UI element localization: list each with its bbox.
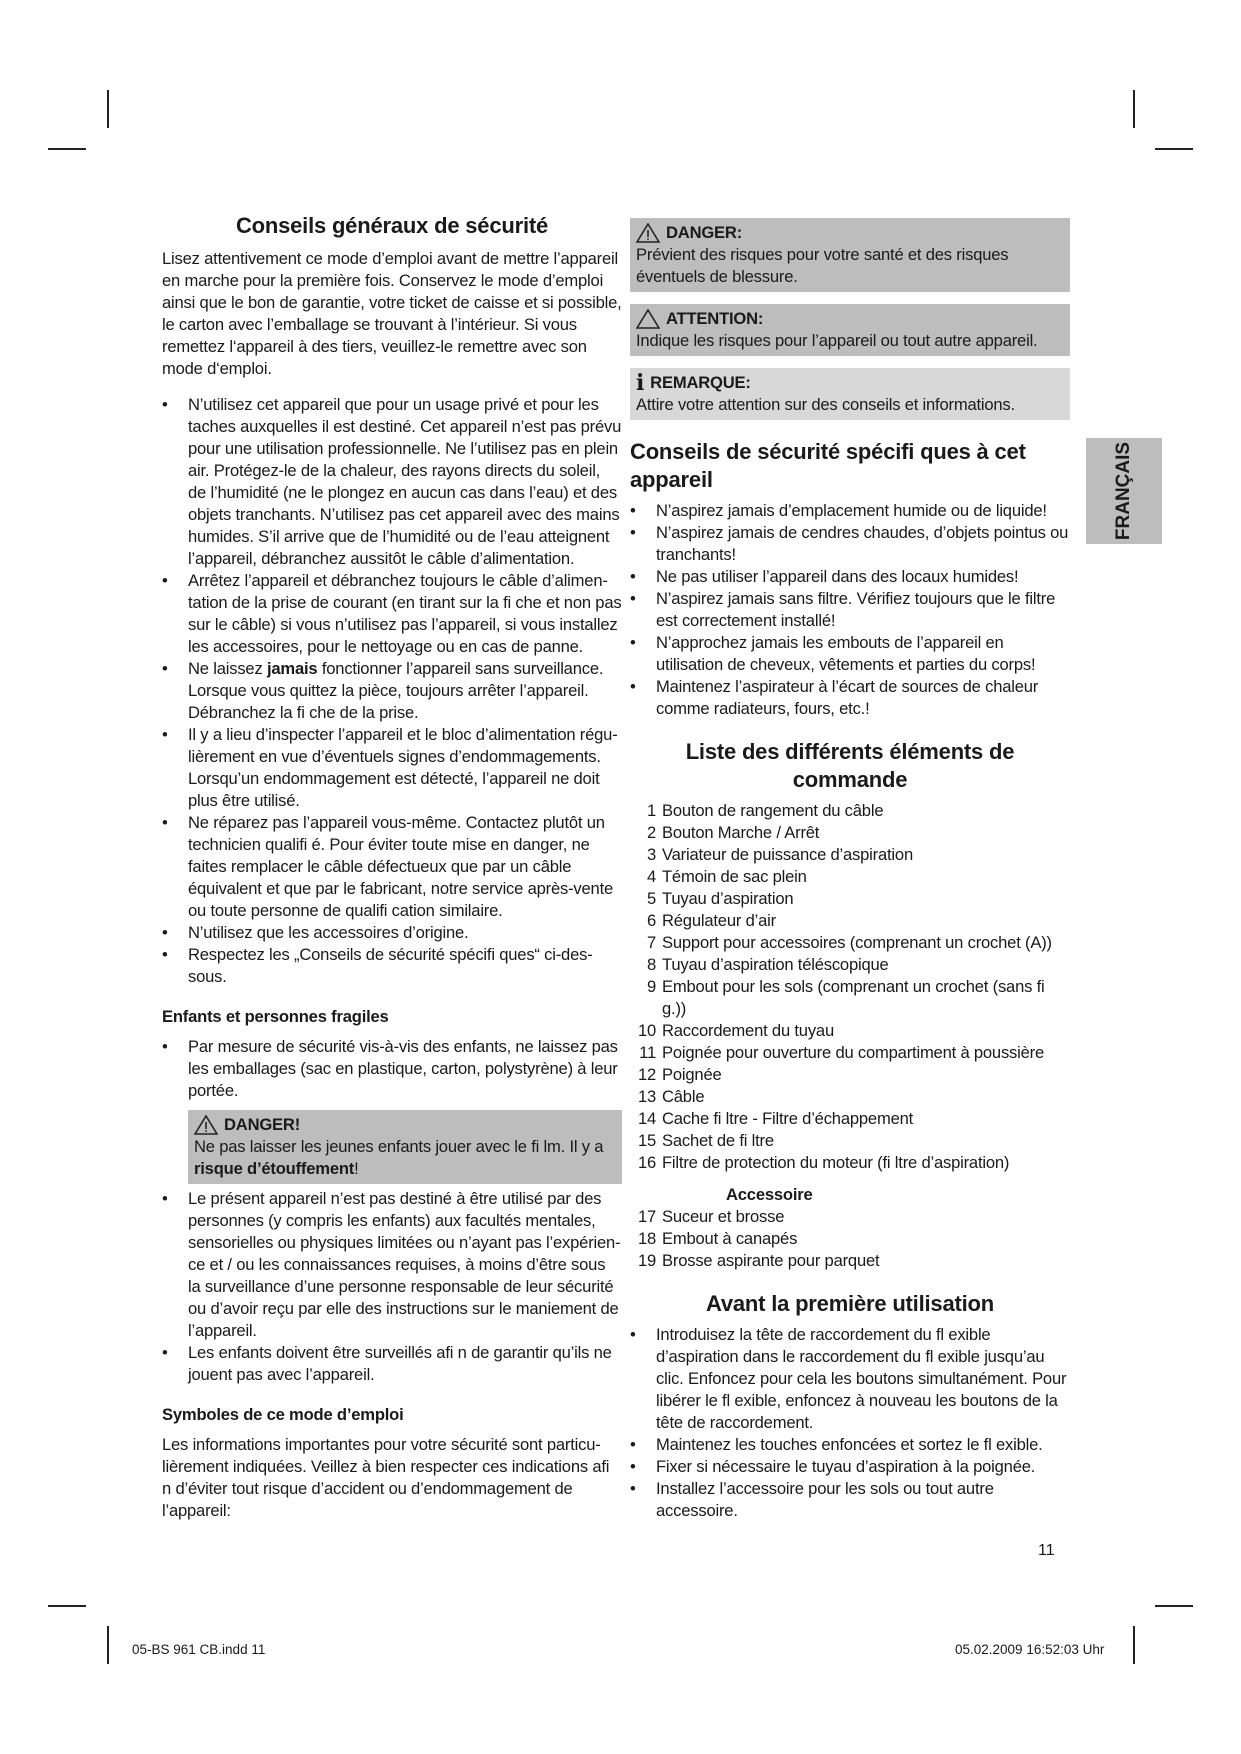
list-item: • N’aspirez jamais sans filtre. Vérifiez toujours que le filtre est correctement installé! bbox=[630, 588, 1070, 632]
item-number: 19 bbox=[637, 1251, 656, 1270]
left-column bbox=[162, 212, 622, 1522]
list-item bbox=[630, 844, 1070, 866]
subsection-title-symbols: Symboles de ce mode d’emploi bbox=[162, 1405, 404, 1424]
crop-mark bbox=[1133, 1626, 1135, 1664]
item-number: 17 bbox=[637, 1207, 656, 1226]
crop-mark bbox=[48, 148, 86, 150]
list-item: • Maintenez l’aspirateur à l’écart de sources de chaleur comme radiateurs, fours, etc.! bbox=[630, 676, 1070, 720]
list-item: • N’approchez jamais les embouts de l’appareil en utilisation de cheveux, vêtements et parties du corps! bbox=[630, 632, 1070, 676]
intro-paragraph: Lisez attentivement ce mode d’emploi avant de mettre l’appareil en marche pour la première fois. Conservez le mode d’emploi ainsi que le bon de garantie, votre ticket de caisse et si possible, le carton avec l’emballage se trouvant à l’intérieur. Si vous remettez l‘appareil à des tiers, veuillez-le remettre avec son mode d‘emploi. bbox=[162, 249, 622, 378]
footer-file-info: 05-BS 961 CB.indd 11 bbox=[132, 1642, 266, 1657]
list-item: • Maintenez les touches enfoncées et sortez le fl exible. bbox=[630, 1434, 1070, 1456]
footer-timestamp: 05.02.2009 16:52:03 Uhr bbox=[955, 1642, 1105, 1657]
item-label: Tuyau d’aspiration téléscopique bbox=[662, 955, 889, 974]
list-item bbox=[630, 800, 1070, 822]
item-number: 11 bbox=[639, 1043, 656, 1062]
item-number: 10 bbox=[637, 1021, 656, 1040]
accessory-title: Accessoire bbox=[726, 1185, 813, 1204]
item-number: 4 bbox=[646, 867, 656, 886]
crop-mark bbox=[107, 1626, 109, 1664]
list-item: • Introduisez la tête de raccordement du fl exible d’aspiration dans le raccordement du fl exible jusqu’au clic. Enfoncez pour cela les boutons simultanément. Pour libérer le fl exible, enfoncez à nouveau les boutons de la tête de raccordement. bbox=[630, 1324, 1070, 1434]
list-item bbox=[630, 976, 1070, 1020]
remarque-legend-box: i REMARQUE: Attire votre attention sur des conseils et informations. bbox=[630, 368, 1070, 420]
item-label: Raccordement du tuyau bbox=[662, 1021, 834, 1040]
list-item: • Ne pas utiliser l’appareil dans des locaux humides! bbox=[630, 566, 1070, 588]
crop-mark bbox=[107, 90, 109, 128]
item-number: 2 bbox=[646, 823, 656, 842]
symbols-paragraph: Les informations importantes pour votre sécurité sont particu-lièrement indiquées. Veillez à bien respecter ces indications afi n d’éviter tout risque d’accident ou d’endommagement de l’appareil: bbox=[162, 1435, 610, 1520]
item-number: 5 bbox=[646, 889, 656, 908]
remarque-legend-text: Attire votre attention sur des conseils et informations. bbox=[636, 395, 1015, 414]
crop-mark bbox=[1155, 148, 1193, 150]
list-item: • N’aspirez jamais de cendres chaudes, d’objets pointus ou tranchants! bbox=[630, 522, 1070, 566]
list-item: • N’utilisez cet appareil que pour un usage privé et pour les taches auxquelles il est destiné. Cet appareil n’est pas prévu pour une utilisation professionnelle. Ne l’utilisez pas en plein air. Protégez-le de la chaleur, des rayons directs du soleil, de l’humidité (ne le plongez en aucun cas dans l’eau) et des objets tranchants. N’utilisez pas cet appareil avec des mains humides. S’il arrive que de l’humidité ou de l’eau atteignent l’appareil, débranchez aussitôt le câble d’alimentation. bbox=[162, 394, 622, 570]
list-item: • Ne laissez jamais fonctionner l’appareil sans surveillance. Lorsque vous quittez la pièce, toujours arrêter l’appareil. Débranchez la fi che de la prise. bbox=[162, 658, 622, 724]
right-column bbox=[630, 218, 1070, 1522]
before-use-bullet-list bbox=[630, 1324, 1070, 1522]
item-label: Filtre de protection du moteur (fi ltre d’aspiration) bbox=[662, 1153, 1010, 1172]
list-item: • N’utilisez que les accessoires d’origine. bbox=[162, 922, 622, 944]
item-label: Poignée bbox=[662, 1065, 722, 1084]
item-number: 1 bbox=[646, 801, 656, 820]
crop-mark bbox=[48, 1605, 86, 1607]
list-item: • N’aspirez jamais d’emplacement humide ou de liquide! bbox=[630, 500, 1070, 522]
list-item bbox=[630, 1042, 1070, 1064]
list-item bbox=[630, 1152, 1070, 1174]
item-label: Câble bbox=[662, 1087, 705, 1106]
children-bullet-list-2 bbox=[162, 1188, 622, 1386]
item-label: Sachet de fi ltre bbox=[662, 1131, 774, 1150]
item-label: Cache fi ltre - Filtre d’échappement bbox=[662, 1109, 914, 1128]
list-item: • Respectez les „Conseils de sécurité spécifi ques“ ci-des-sous. bbox=[162, 944, 622, 988]
list-item: • Par mesure de sécurité vis-à-vis des enfants, ne laissez pas les emballages (sac en plastique, carton, polystyrène) à leur portée. bbox=[162, 1036, 622, 1102]
item-label: Support pour accessoires (comprenant un crochet (A)) bbox=[662, 933, 1052, 952]
crop-mark bbox=[1155, 1605, 1193, 1607]
list-item: • Il y a lieu d’inspecter l’appareil et le bloc d’alimentation régu-lièrement en vue d’éventuels signes d’endommagements. Lorsqu’un endommagement est détecté, l’appareil ne doit plus être utilisé. bbox=[162, 724, 622, 812]
controls-list bbox=[630, 800, 1070, 1174]
list-item bbox=[630, 1228, 1070, 1250]
item-label: Embout à canapés bbox=[662, 1229, 798, 1248]
list-item bbox=[630, 932, 1070, 954]
item-label: Bouton Marche / Arrêt bbox=[662, 823, 820, 842]
list-item: • Installez l’accessoire pour les sols ou tout autre accessoire. bbox=[630, 1478, 1070, 1522]
item-label: Régulateur d’air bbox=[662, 911, 776, 930]
list-item: • Le présent appareil n’est pas destiné à être utilisé par des personnes (y compris les enfants) aux facultés mentales, sensorielles ou physiques limitées ou n’ayant pas l’expérien-ce et / ou les connaissances requises, à moins d’être sous la surveillance d’une personne responsable de leur sécurité ou d’avoir reçu par elle des instructions sur le maniement de l’appareil. bbox=[162, 1188, 622, 1342]
list-item bbox=[630, 1206, 1070, 1228]
item-label: Variateur de puissance d’aspiration bbox=[662, 845, 913, 864]
warning-triangle-icon bbox=[194, 1115, 218, 1135]
item-number: 18 bbox=[637, 1229, 656, 1248]
list-item bbox=[630, 1086, 1070, 1108]
list-item: • Arrêtez l’appareil et débranchez toujours le câble d’alimen-tation de la prise de courant (en tirant sur la fi che et non pas sur le câble) si vous n’utilisez pas l’appareil, si vous installez les accessoires, pour le nettoyage ou en cas de panne. bbox=[162, 570, 622, 658]
specific-bullet-list bbox=[630, 500, 1070, 720]
section-title-general-safety: Conseils généraux de sécurité bbox=[235, 213, 549, 238]
info-icon: i bbox=[636, 370, 645, 396]
danger-legend-text: Prévient des risques pour votre santé et des risques éventuels de blessure. bbox=[636, 245, 1009, 286]
item-number: 14 bbox=[637, 1109, 656, 1128]
list-item bbox=[630, 910, 1070, 932]
list-item: • Ne réparez pas l’appareil vous-même. Contactez plutôt un technicien qualifi é. Pour éviter toute mise en danger, ne faites remplacer le câble défectueux que par un câble équivalent et que par le fabricant, notre service après-vente ou toute personne de qualifi cation similaire. bbox=[162, 812, 622, 922]
section-title-controls: Liste des différents éléments de commande bbox=[685, 739, 1015, 792]
item-label: Suceur et brosse bbox=[662, 1207, 785, 1226]
item-number: 7 bbox=[646, 933, 656, 952]
item-number: 12 bbox=[637, 1065, 656, 1084]
caution-triangle-icon bbox=[636, 309, 660, 329]
item-label: Brosse aspirante pour parquet bbox=[662, 1251, 880, 1270]
language-tab: FRANÇAIS bbox=[1086, 438, 1162, 544]
list-item bbox=[630, 954, 1070, 976]
item-label: Poignée pour ouverture du compartiment à poussière bbox=[662, 1043, 1045, 1062]
list-item bbox=[630, 822, 1070, 844]
list-item: • Les enfants doivent être surveillés afi n de garantir qu’ils ne jouent pas avec l’appareil. bbox=[162, 1342, 622, 1386]
item-label: Témoin de sac plein bbox=[662, 867, 807, 886]
list-item bbox=[630, 888, 1070, 910]
list-item bbox=[630, 1250, 1070, 1272]
item-number: 6 bbox=[646, 911, 656, 930]
list-item: • Fixer si nécessaire le tuyau d’aspiration à la poignée. bbox=[630, 1456, 1070, 1478]
list-item bbox=[630, 866, 1070, 888]
warning-triangle-icon bbox=[636, 223, 660, 243]
children-bullet-list bbox=[162, 1036, 622, 1102]
attention-legend-text: Indique les risques pour l’appareil ou tout autre appareil. bbox=[636, 331, 1038, 350]
section-title-before-first-use: Avant la première utilisation bbox=[705, 1291, 995, 1316]
item-number: 15 bbox=[637, 1131, 656, 1150]
crop-mark bbox=[1133, 90, 1135, 128]
page-number: 11 bbox=[1038, 1542, 1055, 1559]
accessory-list bbox=[630, 1206, 1070, 1272]
danger-notice-box bbox=[188, 1110, 622, 1184]
item-number: 8 bbox=[646, 955, 656, 974]
section-title-specific-safety: Conseils de sécurité spécifi ques à cet appareil bbox=[630, 439, 1026, 492]
list-item bbox=[630, 1130, 1070, 1152]
item-label: Bouton de rangement du câble bbox=[662, 801, 884, 820]
subsection-title-children: Enfants et personnes fragiles bbox=[162, 1007, 389, 1026]
list-item bbox=[630, 1020, 1070, 1042]
attention-legend-box: ATTENTION: Indique les risques pour l’appareil ou tout autre appareil. bbox=[630, 304, 1070, 356]
danger-notice-text: Ne pas laisser les jeunes enfants jouer avec le fi lm. Il y a risque d’étouffement! bbox=[194, 1137, 604, 1178]
safety-bullet-list bbox=[162, 394, 622, 988]
item-number: 16 bbox=[637, 1153, 656, 1172]
danger-legend-box: DANGER: Prévient des risques pour votre santé et des risques éventuels de blessure. bbox=[630, 218, 1070, 292]
list-item bbox=[630, 1108, 1070, 1130]
item-number: 13 bbox=[637, 1087, 656, 1106]
danger-notice-header: DANGER! bbox=[194, 1114, 616, 1136]
list-item bbox=[630, 1064, 1070, 1086]
item-number: 3 bbox=[646, 845, 656, 864]
item-number: 9 bbox=[646, 977, 656, 996]
item-label: Embout pour les sols (comprenant un crochet (sans fi g.)) bbox=[662, 977, 1045, 1018]
item-label: Tuyau d’aspiration bbox=[662, 889, 794, 908]
